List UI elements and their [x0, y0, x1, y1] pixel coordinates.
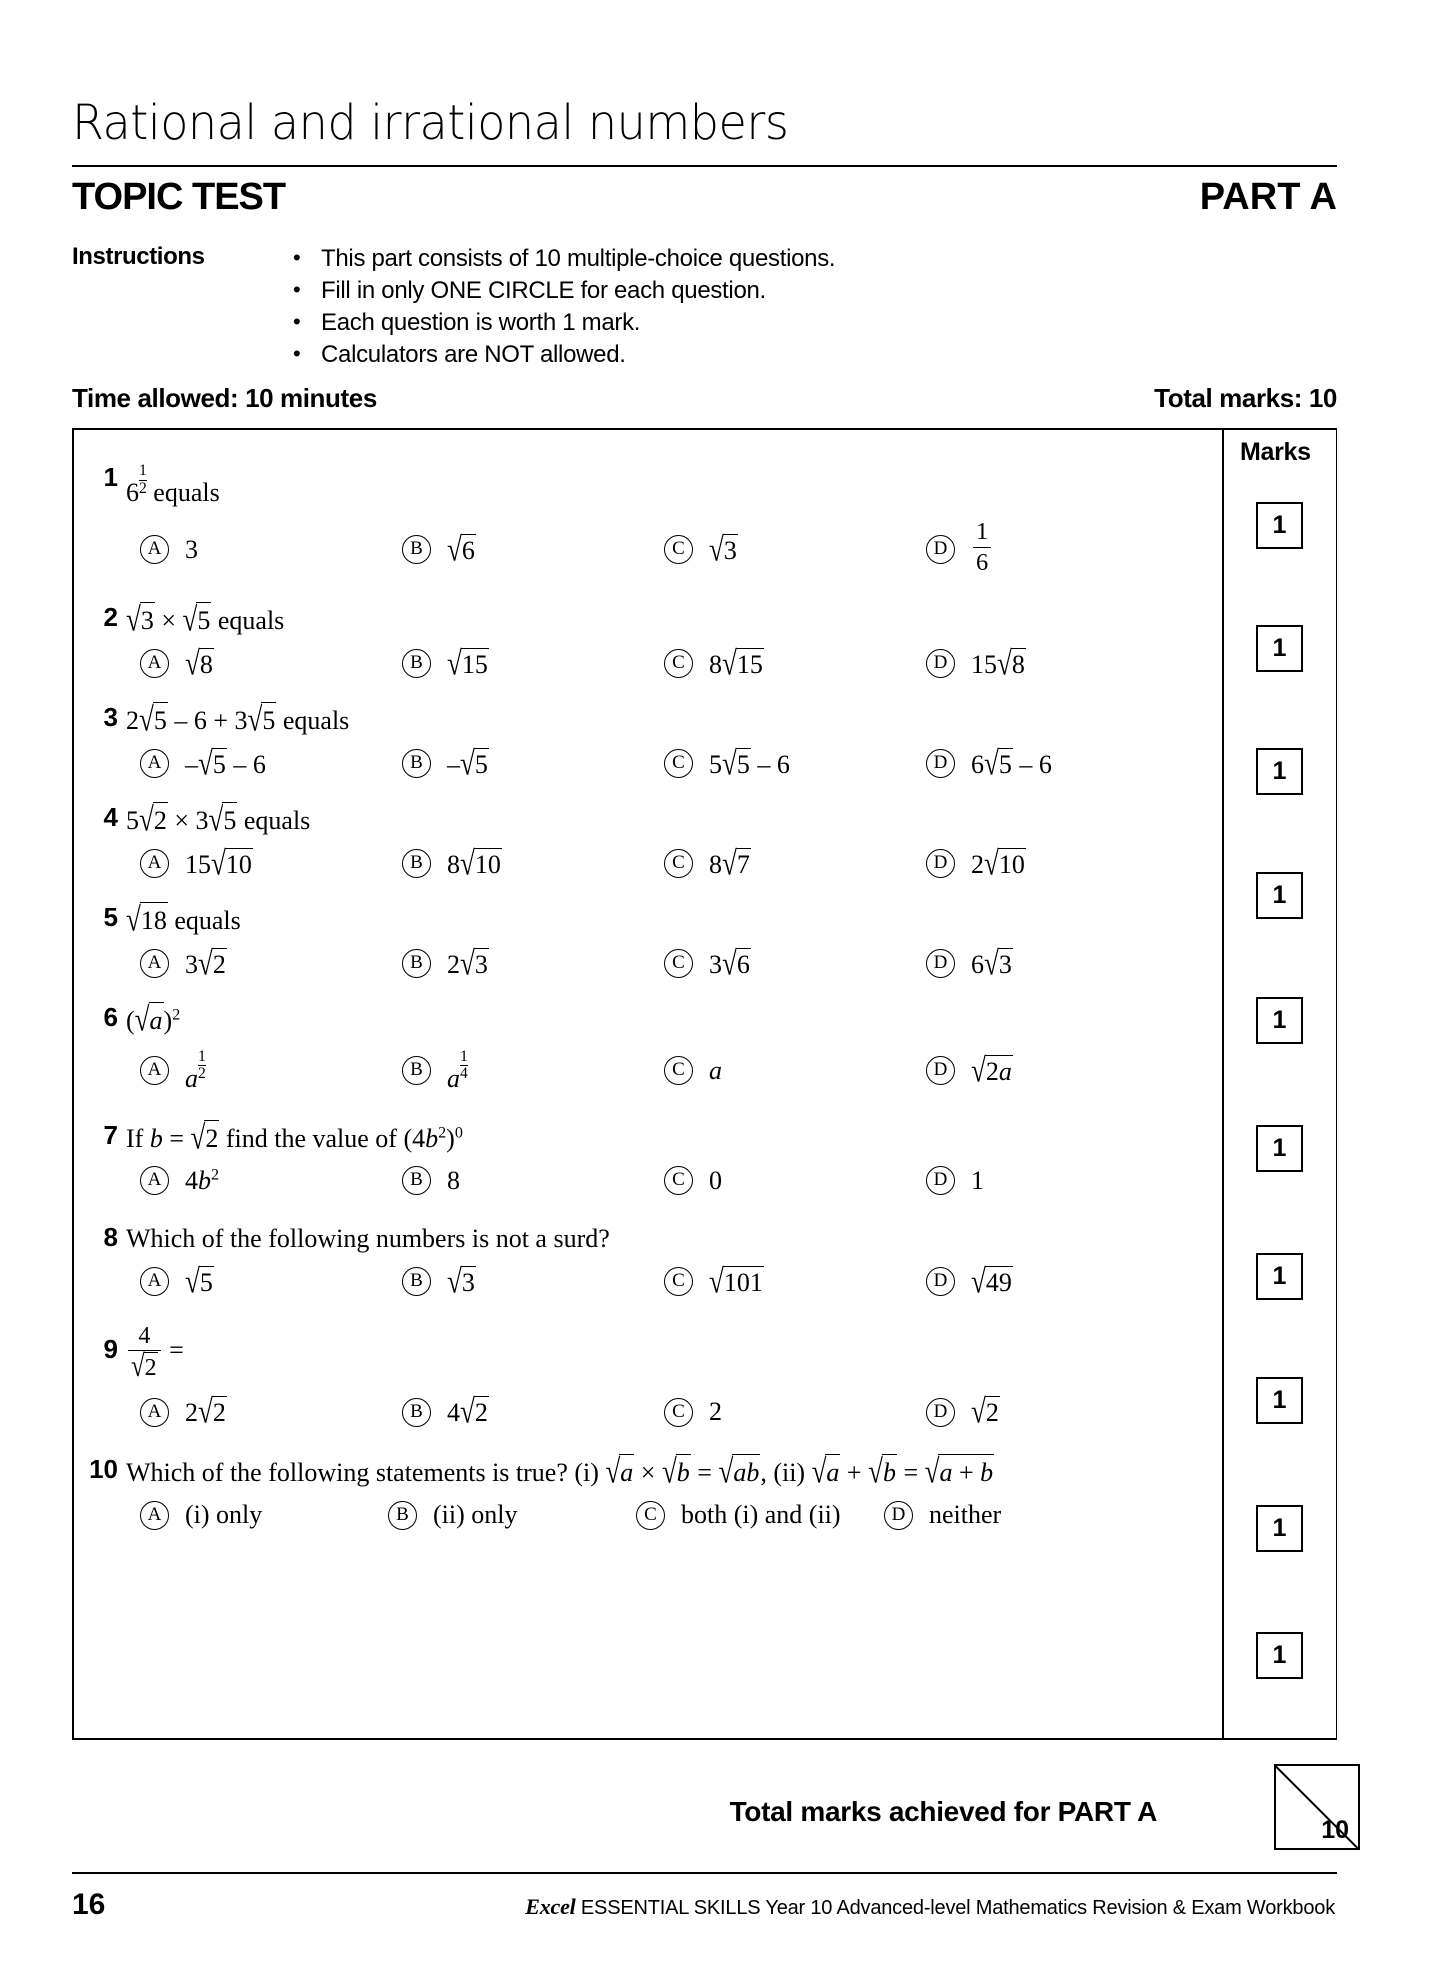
topic-test-label: TOPIC TEST — [72, 176, 286, 218]
option-text: a $\frac{1}{2}$ — [185, 1047, 206, 1093]
option-a[interactable] — [140, 844, 402, 882]
total-marks-box[interactable] — [1274, 1764, 1360, 1850]
total-label: Total marks achieved for PART A — [729, 1796, 1157, 1827]
mark-box-q8[interactable]: 1 — [1256, 1377, 1303, 1424]
option-text: √49 — [971, 1262, 1012, 1300]
option-c[interactable] — [664, 1048, 926, 1094]
question-number: 9 — [103, 1333, 118, 1364]
option-letter[interactable]: D — [926, 849, 955, 878]
question-number: 8 — [103, 1221, 118, 1252]
option-text: 3√2 — [185, 944, 226, 982]
option-b[interactable] — [388, 1500, 636, 1530]
mark-box-q6[interactable]: 1 — [1256, 1125, 1303, 1172]
option-letter[interactable]: B — [402, 535, 431, 564]
mark-box-q7[interactable]: 1 — [1256, 1253, 1303, 1300]
option-text: 3√6 — [709, 944, 750, 982]
option-d[interactable] — [926, 1166, 1188, 1196]
bullet-icon: • — [293, 245, 301, 270]
mark-box-q4[interactable]: 1 — [1256, 872, 1303, 919]
question-number: 4 — [103, 801, 118, 832]
instructions-block — [72, 243, 1337, 371]
options-row — [140, 644, 1222, 682]
total-marks-value: 10 — [1321, 1816, 1349, 1844]
time-and-marks-row — [72, 383, 1337, 414]
instruction-item — [287, 339, 835, 371]
page-footer — [72, 1888, 1337, 1922]
question-8 — [72, 1222, 1222, 1298]
mark-box-q5[interactable]: 1 — [1256, 997, 1303, 1044]
option-letter[interactable]: A — [140, 1166, 169, 1195]
option-text: √8 — [185, 644, 213, 682]
option-b[interactable] — [402, 1262, 664, 1300]
option-letter[interactable]: A — [140, 749, 169, 778]
option-a[interactable] — [140, 644, 402, 682]
option-text: neither — [929, 1500, 1002, 1530]
option-letter[interactable]: B — [402, 649, 431, 678]
question-5 — [72, 902, 1222, 980]
option-letter[interactable]: B — [402, 1056, 431, 1085]
marks-column-header: Marks — [1240, 438, 1311, 466]
option-text: 4√2 — [447, 1392, 488, 1431]
topic-test-row — [72, 176, 1337, 219]
total-row — [72, 1760, 1349, 1860]
option-d[interactable] — [926, 1392, 1188, 1431]
option-a[interactable] — [140, 1166, 402, 1196]
option-c[interactable] — [664, 520, 926, 580]
options-row — [140, 1262, 1222, 1300]
option-letter[interactable]: D — [926, 535, 955, 564]
instruction-item — [287, 243, 835, 275]
question-stem: 2√5 – 6 + 3√5 equals — [126, 700, 350, 738]
option-letter[interactable]: D — [926, 1398, 955, 1427]
option-text: √2a — [971, 1051, 1012, 1089]
option-text: √2 — [971, 1392, 999, 1431]
part-label: PART A — [1199, 176, 1337, 218]
option-letter[interactable]: D — [926, 1166, 955, 1195]
option-text: 15√8 — [971, 644, 1025, 682]
option-b[interactable] — [402, 520, 664, 580]
option-letter[interactable]: B — [402, 1166, 431, 1195]
option-letter[interactable]: D — [926, 949, 955, 978]
mark-box-q9[interactable]: 1 — [1256, 1505, 1303, 1552]
footer-divider — [72, 1872, 1337, 1874]
question-4 — [72, 802, 1222, 880]
option-text: 1 — [971, 1165, 984, 1195]
footer-text — [525, 1894, 1335, 1920]
option-d[interactable] — [926, 1048, 1188, 1094]
bullet-icon: • — [293, 341, 301, 366]
option-text: a — [709, 1055, 722, 1085]
option-text: √3 — [709, 530, 737, 568]
option-d[interactable] — [926, 520, 1188, 580]
questions-list — [72, 440, 1222, 1536]
option-a[interactable] — [140, 520, 402, 580]
instruction-item — [287, 307, 835, 339]
question-stem: Which of the following statements is true? (i) √a × √b = √ab, (ii) √a + √b = √a + b — [126, 1452, 994, 1491]
marks-column-border — [1222, 428, 1224, 1738]
question-stem: Which of the following numbers is not a surd? — [126, 1223, 610, 1253]
question-number: 10 — [89, 1454, 118, 1485]
bullet-icon: • — [293, 309, 301, 334]
option-letter[interactable]: D — [926, 749, 955, 778]
option-letter[interactable]: C — [664, 1267, 693, 1296]
option-text: (i) only — [185, 1500, 263, 1530]
option-a[interactable] — [140, 1048, 402, 1094]
option-a[interactable] — [140, 1500, 388, 1530]
option-text: 2 — [709, 1397, 722, 1427]
option-c[interactable] — [664, 744, 926, 782]
option-letter[interactable]: C — [664, 949, 693, 978]
option-b[interactable] — [402, 1392, 664, 1431]
question-10 — [72, 1454, 1222, 1530]
page-title: Rational and irrational numbers — [72, 95, 789, 151]
question-number: 7 — [103, 1119, 118, 1150]
option-letter[interactable]: C — [664, 1056, 693, 1085]
option-letter[interactable]: C — [636, 1501, 665, 1530]
option-text: √101 — [709, 1262, 763, 1300]
option-a[interactable] — [140, 944, 402, 982]
instruction-text: Calculators are NOT allowed. — [321, 341, 626, 368]
option-text: 3 — [185, 534, 198, 564]
option-letter[interactable]: B — [402, 849, 431, 878]
option-c[interactable] — [664, 1262, 926, 1300]
option-letter[interactable]: A — [140, 849, 169, 878]
options-row — [140, 844, 1222, 882]
question-stem: $\frac{4}{√2}$ = — [126, 1322, 1222, 1383]
mark-box-q10[interactable]: 1 — [1256, 1632, 1303, 1679]
question-3 — [72, 702, 1222, 780]
question-stem: √3 × √5 equals — [126, 600, 285, 638]
question-stem: √18 equals — [126, 900, 241, 938]
options-row — [140, 1048, 1222, 1094]
question-9 — [72, 1322, 1222, 1429]
option-letter[interactable]: A — [140, 1056, 169, 1085]
option-text: –√5 – 6 — [185, 744, 266, 782]
option-letter[interactable]: A — [140, 649, 169, 678]
option-c[interactable] — [664, 1166, 926, 1196]
table-right-border — [1336, 428, 1337, 1738]
option-text: 8√7 — [709, 844, 750, 882]
option-letter[interactable]: C — [664, 749, 693, 778]
question-2 — [72, 602, 1222, 680]
option-c[interactable] — [664, 644, 926, 682]
option-b[interactable] — [402, 744, 664, 782]
option-text: √5 — [185, 1262, 213, 1300]
instructions-label: Instructions — [72, 243, 205, 270]
option-b[interactable] — [402, 944, 664, 982]
mark-box-q1[interactable]: 1 — [1256, 502, 1303, 549]
option-letter[interactable]: B — [388, 1501, 417, 1530]
option-a[interactable] — [140, 1262, 402, 1300]
option-b[interactable] — [402, 1048, 664, 1094]
page-number: 16 — [72, 1888, 106, 1921]
option-d[interactable] — [926, 644, 1188, 682]
option-text: 8 — [447, 1165, 460, 1195]
instruction-text: Fill in only ONE CIRCLE for each question. — [321, 277, 766, 304]
option-text: √15 — [447, 644, 488, 682]
question-stem-lead: Which of the following statements is true? (i) — [126, 1458, 599, 1488]
option-letter[interactable]: B — [402, 949, 431, 978]
question-stem: $(√a)^2$ — [126, 1000, 181, 1038]
option-text: 8√15 — [709, 644, 763, 682]
options-row — [140, 744, 1222, 782]
option-text: 15√10 — [185, 844, 252, 882]
option-d[interactable] — [926, 744, 1188, 782]
option-letter[interactable]: D — [926, 649, 955, 678]
option-text: 6√5 – 6 — [971, 744, 1052, 782]
option-b[interactable] — [402, 644, 664, 682]
option-c[interactable] — [664, 944, 926, 982]
option-text: 2√2 — [185, 1392, 226, 1431]
time-allowed: Time allowed: 10 minutes — [72, 383, 377, 413]
option-d[interactable] — [884, 1500, 1132, 1530]
option-text: both (i) and (ii) — [681, 1500, 841, 1530]
options-row — [140, 1500, 1222, 1530]
footer-description: ESSENTIAL SKILLS Year 10 Advanced-level Mathematics Revision & Exam Workbook — [580, 1897, 1335, 1919]
option-text: $\frac{1}{6}$ — [971, 520, 993, 580]
option-letter[interactable]: B — [402, 1267, 431, 1296]
question-stem: 5√2 × 3√5 equals — [126, 800, 311, 838]
question-number: 3 — [103, 701, 118, 732]
brand-name: Excel — [525, 1894, 576, 1919]
option-c[interactable] — [636, 1500, 884, 1530]
instruction-item — [287, 275, 835, 307]
option-letter[interactable]: D — [926, 1267, 955, 1296]
question-1 — [72, 462, 1222, 580]
options-row — [140, 944, 1222, 982]
option-letter[interactable]: D — [884, 1501, 913, 1530]
question-6 — [72, 1002, 1222, 1094]
option-text: 2√10 — [971, 844, 1025, 882]
options-row — [140, 1392, 1222, 1431]
mark-box-q3[interactable]: 1 — [1256, 748, 1303, 795]
option-letter[interactable]: A — [140, 949, 169, 978]
table-bottom-border — [72, 1738, 1337, 1740]
time-divider — [72, 428, 1337, 430]
title-divider — [72, 165, 1337, 167]
options-row — [140, 1166, 1222, 1196]
option-letter[interactable]: C — [664, 535, 693, 564]
option-d[interactable] — [926, 844, 1188, 882]
option-letter[interactable]: D — [926, 1056, 955, 1085]
option-letter[interactable]: A — [140, 535, 169, 564]
option-text: √3 — [447, 1262, 475, 1300]
option-text: √6 — [447, 530, 475, 568]
question-stem: 6 $\frac{1}{2}$ equals — [126, 462, 220, 508]
option-letter[interactable]: A — [140, 1398, 169, 1427]
option-text: 2√3 — [447, 944, 488, 982]
option-letter[interactable]: C — [664, 649, 693, 678]
question-number: 1 — [103, 462, 118, 492]
options-row — [140, 520, 1222, 580]
question-stem: If b = √2 find the value of $(4b^2)^0$ — [126, 1118, 463, 1156]
option-a[interactable] — [140, 744, 402, 782]
option-text: 8√10 — [447, 844, 501, 882]
option-b[interactable] — [402, 844, 664, 882]
option-text: a $\frac{1}{4}$ — [447, 1047, 468, 1093]
option-letter[interactable]: C — [664, 1398, 693, 1427]
option-c[interactable] — [664, 844, 926, 882]
instructions-list — [287, 243, 835, 371]
option-letter[interactable]: B — [402, 1398, 431, 1427]
question-number: 2 — [103, 601, 118, 632]
option-b[interactable] — [402, 1166, 664, 1196]
question-number: 5 — [103, 901, 118, 932]
option-c[interactable] — [664, 1396, 926, 1428]
option-letter[interactable]: C — [664, 1166, 693, 1195]
option-d[interactable] — [926, 944, 1188, 982]
option-letter[interactable]: C — [664, 849, 693, 878]
option-d[interactable] — [926, 1262, 1188, 1300]
option-letter[interactable]: A — [140, 1501, 169, 1530]
total-marks: Total marks: 10 — [1154, 383, 1337, 413]
option-text: –√5 — [447, 744, 488, 782]
instruction-text: Each question is worth 1 mark. — [321, 309, 641, 336]
option-a[interactable] — [140, 1392, 402, 1431]
option-text: 0 — [709, 1165, 722, 1195]
option-letter[interactable]: B — [402, 749, 431, 778]
instruction-text: This part consists of 10 multiple-choice questions. — [321, 245, 836, 272]
mark-box-q2[interactable]: 1 — [1256, 625, 1303, 672]
option-text: (ii) only — [433, 1500, 518, 1530]
option-text: 5√5 – 6 — [709, 744, 790, 782]
option-letter[interactable]: A — [140, 1267, 169, 1296]
question-number: 6 — [103, 1001, 118, 1032]
option-text: 6√3 — [971, 944, 1012, 982]
bullet-icon: • — [293, 277, 301, 302]
option-text: $4b^2$ — [185, 1165, 220, 1195]
question-7 — [72, 1120, 1222, 1196]
